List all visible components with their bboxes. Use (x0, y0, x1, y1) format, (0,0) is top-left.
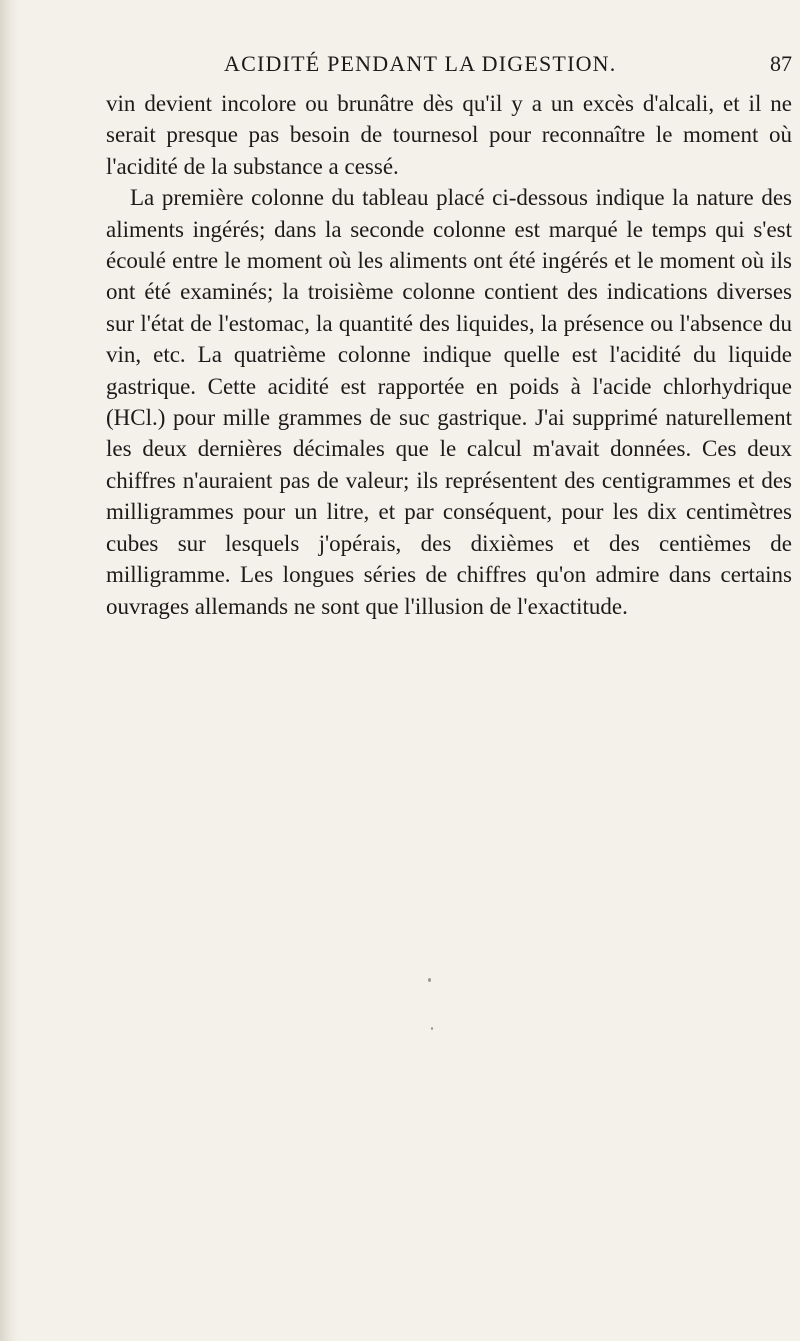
running-title: ACIDITÉ PENDANT LA DIGESTION. (224, 51, 617, 76)
page-number: 87 (770, 51, 792, 76)
paragraph-table-description: La première colonne du tableau placé ci-dessous indique la nature des aliments ingérés; dans la seconde colonne est marqué le temps qui s'est écoulé entre le moment où les aliments ont été ingérés et le moment où ils ont été examinés; la troisième colonne contient des indications diverses sur l'état de l'estomac, la quantité des liquides, la présence ou l'absence du vin, etc. La quatrième colonne indique quelle est l'acidité du liquide gastrique. Cette acidité est rapportée en poids à l'acide chlorhydrique (HCl.) pour mille grammes de suc gastrique. J'ai supprimé naturellement les deux dernières décimales que le calcul m'avait données. Ces deux chiffres n'auraient pas de valeur; ils représentent des centigrammes et des milligrammes pour un litre, et par conséquent, pour les dix centimètres cubes sur lesquels j'opérais, des dixièmes et des centièmes de milligramme. Les longues séries de chiffres qu'on admire dans certains ouvrages allemands ne sont que l'illusion de l'exactitude. (106, 185, 792, 619)
paper-speck (428, 978, 431, 982)
paper-speck (431, 1027, 433, 1030)
paragraph-continuation: vin devient incolore ou brunâtre dès qu'il y a un excès d'alcali, et il ne serait presque pas besoin de tournesol pour reconnaître le moment où l'acidité de la substance a cessé. (106, 91, 792, 179)
page-gutter-shadow (0, 0, 18, 1341)
body-text (106, 88, 792, 622)
running-head (106, 48, 792, 80)
